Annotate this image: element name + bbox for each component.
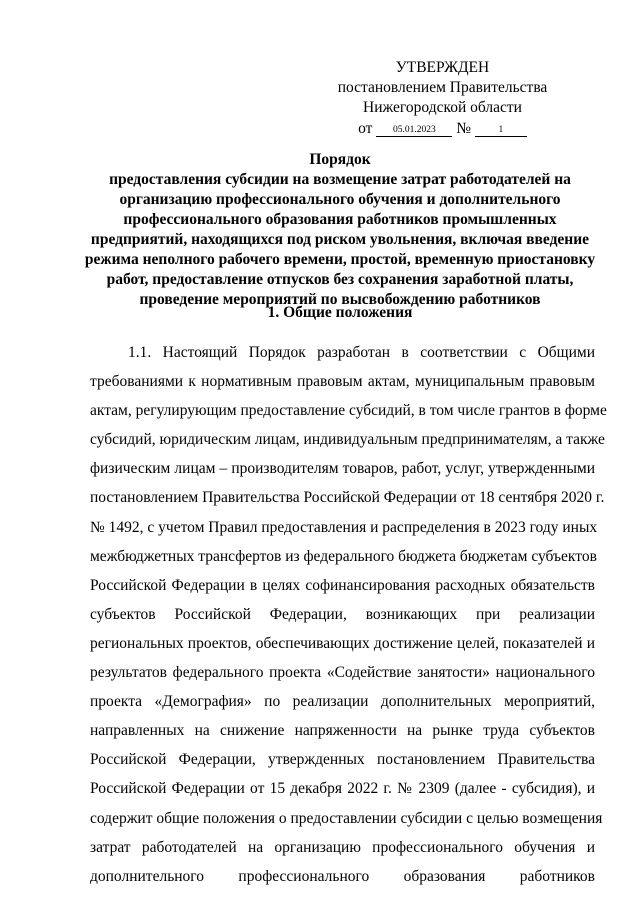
date-prefix: от <box>358 120 373 137</box>
paragraph-line: требованиями к нормативным правовым актам, муниципальным правовым <box>90 373 595 391</box>
date-field: 05.01.2023 <box>376 124 452 137</box>
paragraph-line: постановлением Правительства Российской Федерации от 18 сентября 2020 г. <box>90 489 605 507</box>
title-line: проведение мероприятий по высвобождению работников <box>139 291 541 308</box>
section-heading: 1. Общие положения <box>267 304 413 321</box>
title-line: режима неполного рабочего времени, простой, временную приостановку <box>84 251 596 268</box>
title-line: предприятий, находящихся под риском увольнения, включая введение <box>90 231 590 248</box>
paragraph-line: направленных на снижение напряженности на рынке труда субъектов <box>90 722 595 740</box>
paragraph-line: Российской Федерации в целях софинансирования расходных обязательств <box>90 576 595 594</box>
number-sign: № <box>456 120 471 137</box>
paragraph-line: результатов федерального проекта «Содействие занятости» национального <box>90 664 595 682</box>
title-line: предоставления субсидии на возмещение затрат работодателей на <box>109 171 571 188</box>
paragraph-line: 1.1. Настоящий Порядок разработан в соответствии с Общими <box>128 344 595 361</box>
document-title <box>80 150 600 310</box>
paragraph-line: субсидий, юридическим лицам, индивидуальным предпринимателям, а также <box>90 431 605 449</box>
paragraph-line: Российской Федерации, утвержденных постановлением Правительства <box>90 751 595 769</box>
paragraph-line: № 1492, с учетом Правил предоставления и распределения в 2023 году иных <box>90 518 598 536</box>
title-heading: Порядок <box>309 151 371 168</box>
paragraph-line: физическим лицам – производителям товаров, работ, услуг, утвержденными <box>90 460 595 478</box>
paragraph-line: затрат работодателей на организацию профессионального обучения и <box>90 838 595 856</box>
approval-block <box>330 58 555 139</box>
approval-authority: постановлением Правительства <box>337 79 548 96</box>
paragraph-line: субъектов Российской Федерации, возникающих при реализации <box>90 605 595 623</box>
title-line: организацию профессионального обучения и дополнительного <box>119 191 561 208</box>
paragraph-line: Российской Федерации от 15 декабря 2022 г. № 2309 (далее - субсидия), и <box>90 780 595 798</box>
approval-region: Нижегородской области <box>363 99 522 116</box>
paragraph-line: проекта «Демография» по реализации дополнительных мероприятий, <box>90 693 595 711</box>
paragraph-line: региональных проектов, обеспечивающих достижение целей, показателей и <box>90 634 595 652</box>
number-field: 1 <box>475 124 527 137</box>
paragraph-line: содержит общие положения о предоставлении субсидии с целью возмещения <box>90 809 603 827</box>
title-line: профессионального образования работников промышленных <box>123 211 557 228</box>
paragraph-line: межбюджетных трансфертов из федерального бюджета бюджетам субъектов <box>90 547 597 565</box>
approval-date-line <box>330 119 555 139</box>
title-line: работ, предоставление отпусков без сохранения заработной платы, <box>106 271 574 288</box>
paragraph-line: дополнительного профессионального образования работников <box>90 867 595 885</box>
approval-status: УТВЕРЖДЕН <box>395 59 490 76</box>
paragraph-line: актам, регулирующим предоставление субсидий, в том числе грантов в форме <box>90 402 607 420</box>
body-paragraph <box>90 338 607 891</box>
